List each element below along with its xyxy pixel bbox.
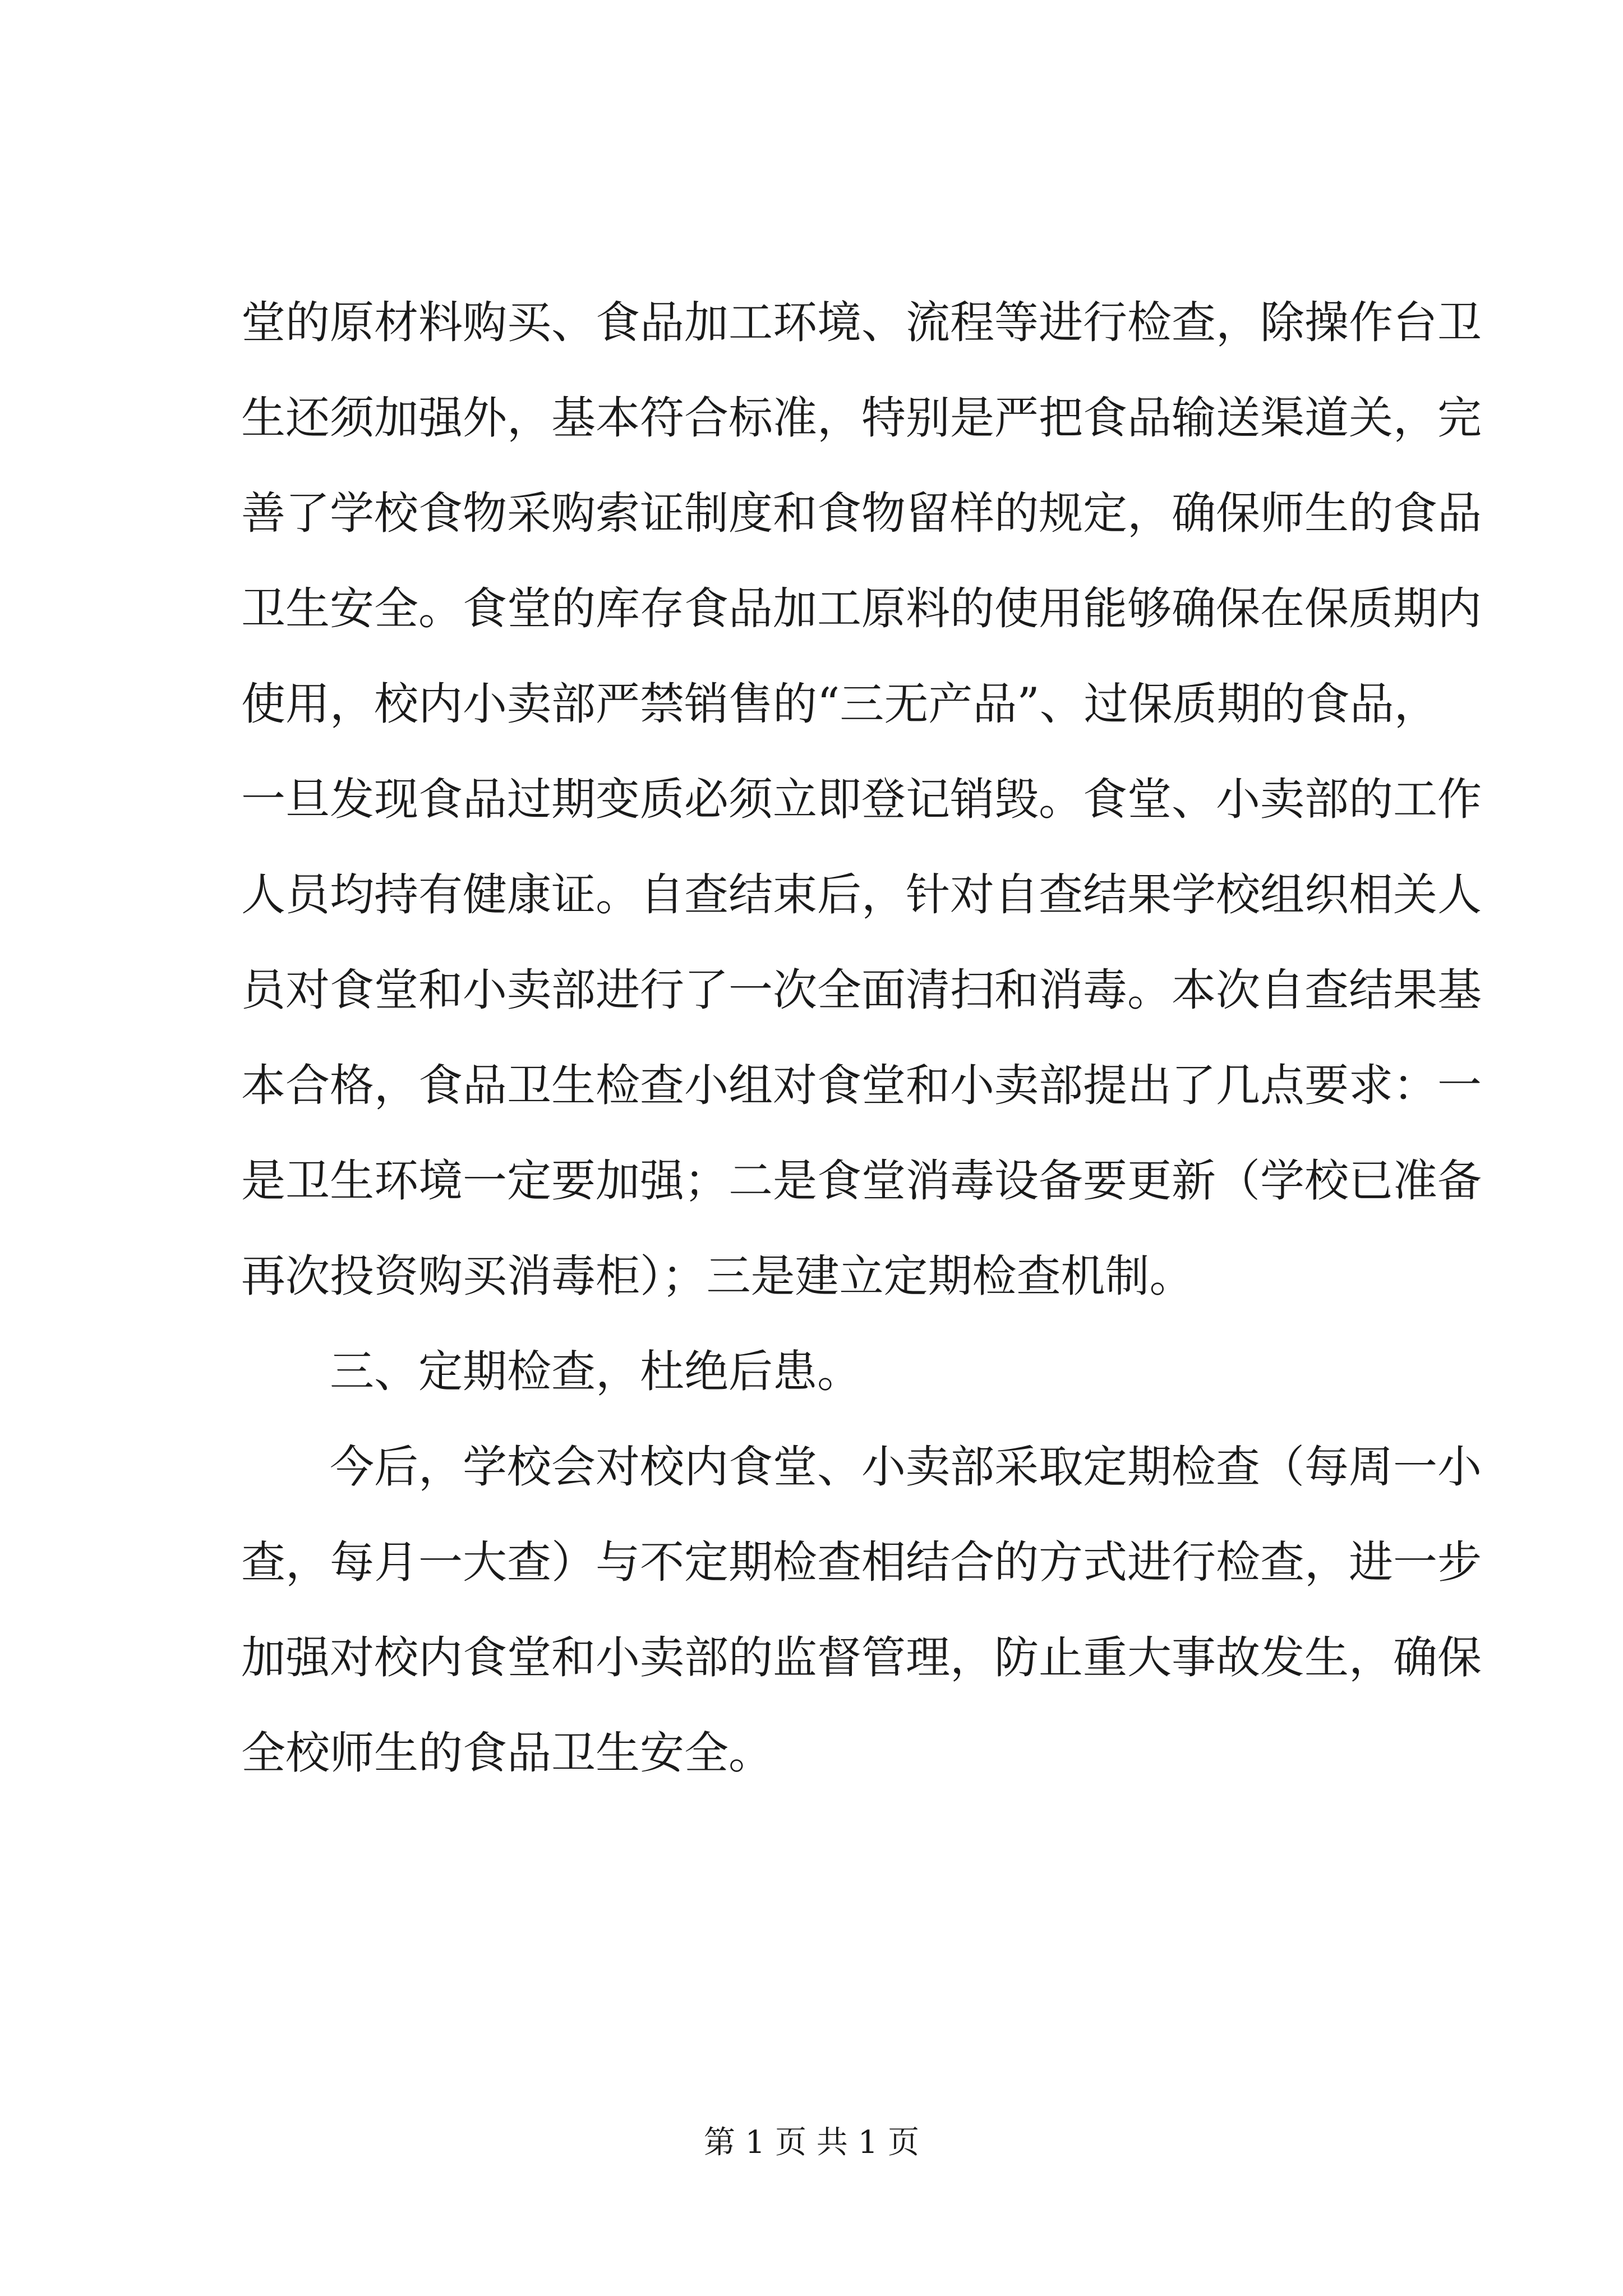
paragraph-line: 是卫生环境一定要加强；二是食堂消毒设备要更新（学校已准备	[241, 1155, 1482, 1207]
paragraph-line: 堂的原材料购买、食品加工环境、流程等进行检查，除操作台卫	[241, 297, 1482, 348]
paragraph-line: 一旦发现食品过期变质必须立即登记销毁。食堂、小卖部的工作	[241, 774, 1482, 825]
page-footer: 第 1 页 共 1 页	[703, 2124, 920, 2161]
paragraph-line: 本合格，食品卫生检查小组对食堂和小卖部提出了几点要求：一	[241, 1060, 1482, 1111]
section-heading: 三、定期检查，杜绝后患。	[330, 1346, 861, 1397]
paragraph-line: 今后，学校会对校内食堂、小卖部采取定期检查（每周一小	[330, 1441, 1482, 1493]
paragraph-line: 员对食堂和小卖部进行了一次全面清扫和消毒。本次自查结果基	[241, 964, 1482, 1016]
paragraph-line: 全校师生的食品卫生安全。	[241, 1727, 773, 1779]
paragraph-line: 加强对校内食堂和小卖部的监督管理，防止重大事故发生，确保	[241, 1632, 1482, 1683]
paragraph-line: 查，每月一大查）与不定期检查相结合的方式进行检查，进一步	[241, 1536, 1482, 1588]
document-body	[241, 275, 1482, 1801]
paragraph-line: 善了学校食物采购索证制度和食物留样的规定，确保师生的食品	[241, 487, 1482, 539]
paragraph-line: 卫生安全。食堂的库存食品加工原料的使用能够确保在保质期内	[241, 583, 1482, 634]
paragraph-line: 生还须加强外，基本符合标准，特别是严把食品输送渠道关，完	[241, 392, 1482, 444]
paragraph-line: 再次投资购买消毒柜）；三是建立定期检查机制。	[241, 1250, 1194, 1302]
paragraph-line: 使用，校内小卖部严禁销售的“三无产品”、过保质期的食品，	[241, 678, 1438, 730]
paragraph-line: 人员均持有健康证。自查结束后，针对自查结果学校组织相关人	[241, 869, 1482, 921]
